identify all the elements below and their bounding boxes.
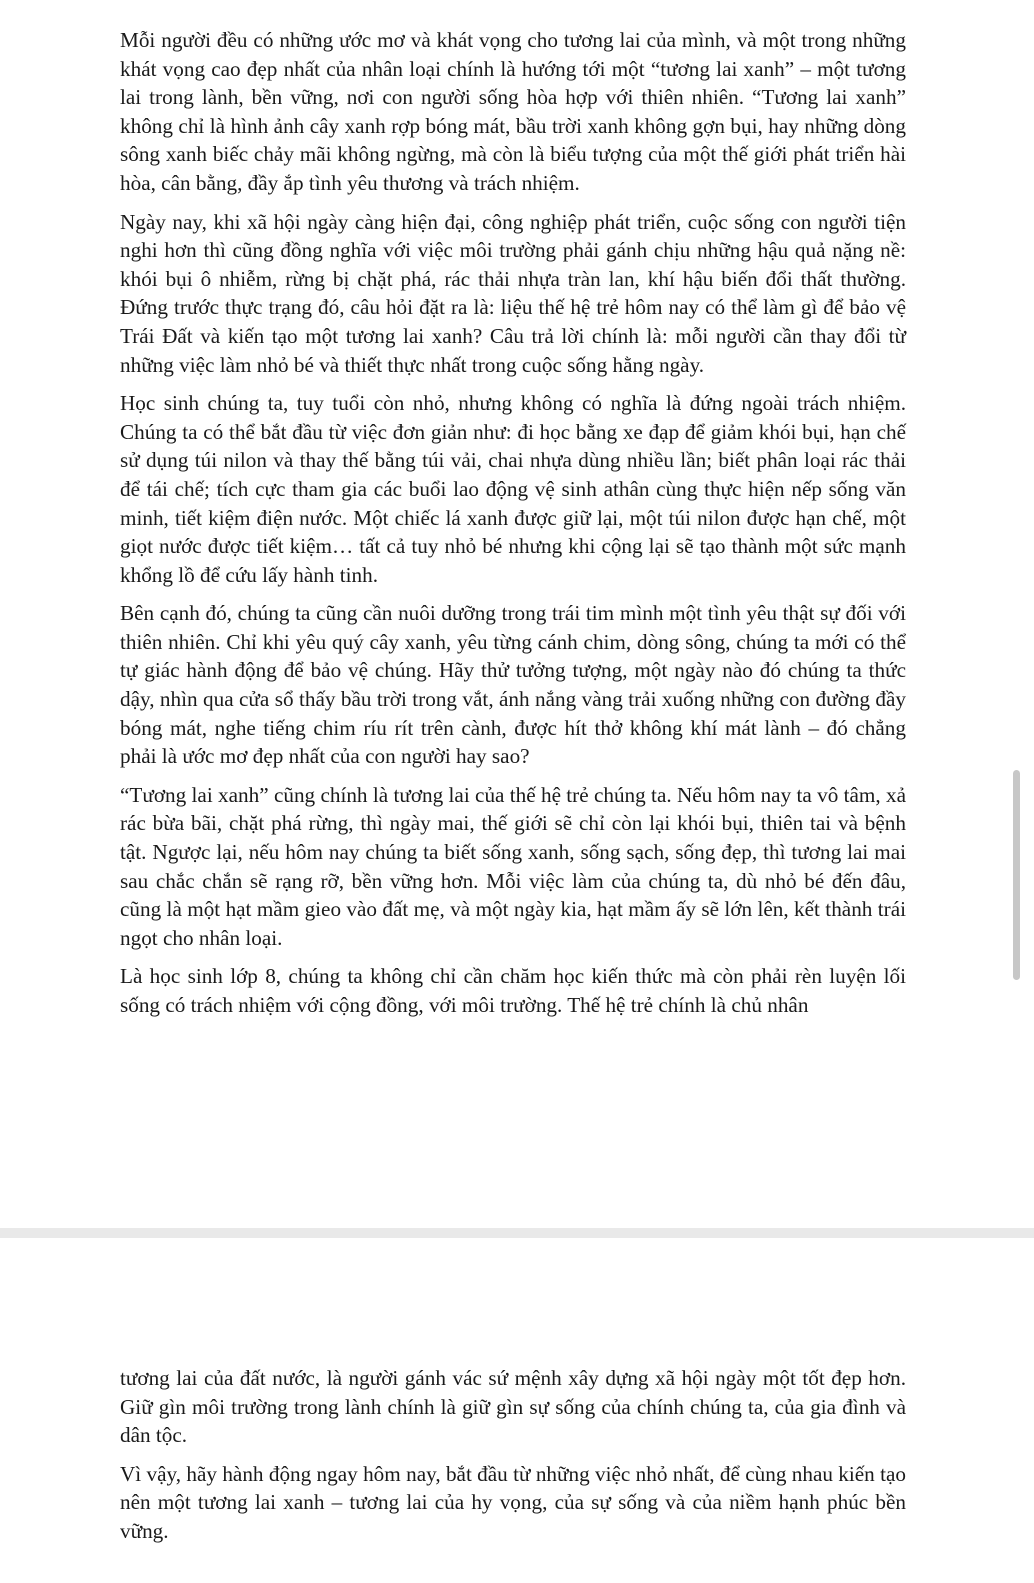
page-1-text bbox=[120, 26, 906, 1030]
paragraph: Học sinh chúng ta, tuy tuổi còn nhỏ, nhưng không có nghĩa là đứng ngoài trách nhiệm. Chúng ta có thể bắt đầu từ việc đơn giản như: đi học bằng xe đạp để giảm khói bụi, hạn chế sử dụng túi nilon và thay thế bằng túi vải, chai nhựa dùng nhiều lần; biết phân loại rác thải để tái chế; tích cực tham gia các buổi lao động vệ sinh athân cùng thực hiện nếp sống văn minh, tiết kiệm điện nước. Một chiếc lá xanh được giữ lại, một túi nilon được hạn chế, một giọt nước được tiết kiệm… tất cả tuy nhỏ bé nhưng khi cộng lại sẽ tạo thành một sức mạnh khổng lồ để cứu lấy hành tinh. bbox=[120, 391, 906, 587]
paragraph: “Tương lai xanh” cũng chính là tương lai của thế hệ trẻ chúng ta. Nếu hôm nay ta vô tâm, xả rác bừa bãi, chặt phá rừng, thì ngày mai, thế giới sẽ chỉ còn lại khói bụi, thiên tai và bệnh tật. Ngược lại, nếu hôm nay chúng ta biết sống xanh, sống sạch, sống đẹp, thì tương lai mai sau chắc chắn sẽ rạng rỡ, bền vững hơn. Mỗi việc làm của chúng ta, dù nhỏ bé đến đâu, cũng là một hạt mầm gieo vào đất mẹ, và một ngày kia, hạt mầm ấy sẽ lớn lên, kết thành trái ngọt cho nhân loại. bbox=[120, 782, 906, 950]
paragraph: Mỗi người đều có những ước mơ và khát vọng cho tương lai của mình, và một trong những khát vọng cao đẹp nhất của nhân loại chính là hướng tới một “tương lai xanh” – một tương lai trong lành, bền vững, nơi con người sống hòa hợp với thiên nhiên. “Tương lai xanh” không chỉ là hình ảnh cây xanh rợp bóng mát, bầu trời xanh không gợn bụi, hay những dòng sông xanh biếc chảy mãi không ngừng, mà còn là biểu tượng của một thế giới phát triển hài hòa, cân bằng, đầy ắp tình yêu thương và trách nhiệm. bbox=[120, 28, 906, 195]
paragraph: tương lai của đất nước, là người gánh vác sứ mệnh xây dựng xã hội ngày một tốt đẹp hơn. Giữ gìn môi trường trong lành chính là giữ gìn sự sống của chính chúng ta, của gia đình và dân tộc. bbox=[120, 1366, 906, 1448]
paragraph: Bên cạnh đó, chúng ta cũng cần nuôi dưỡng trong trái tim mình một tình yêu thật sự đối với thiên nhiên. Chỉ khi yêu quý cây xanh, yêu từng cánh chim, dòng sông, chúng ta mới có thể tự giác hành động để bảo vệ chúng. Hãy thử tưởng tượng, một ngày nào đó chúng ta thức dậy, nhìn qua cửa sổ thấy bầu trời trong vắt, ánh nắng vàng trải xuống những con đường đầy bóng mát, nghe tiếng chim ríu rít trên cành, được hít thở không khí mát lành – đó chẳng phải là ước mơ đẹp nhất của con người hay sao? bbox=[120, 601, 906, 769]
paragraph: Là học sinh lớp 8, chúng ta không chỉ cần chăm học kiến thức mà còn phải rèn luyện lối sống có trách nhiệm với cộng đồng, với môi trường. Thế hệ trẻ chính là chủ nhân bbox=[120, 964, 906, 1017]
paragraph: Ngày nay, khi xã hội ngày càng hiện đại, công nghiệp phát triển, cuộc sống con người tiện nghi hơn thì cũng đồng nghĩa với việc môi trường phải gánh chịu những hậu quả nặng nề: khói bụi ô nhiễm, rừng bị chặt phá, rác thải nhựa tràn lan, khí hậu biến đổi thất thường. Đứng trước thực trạng đó, câu hỏi đặt ra là: liệu thế hệ trẻ hôm nay có thể làm gì để bảo vệ Trái Đất và kiến tạo một tương lai xanh? Câu trả lời chính là: mỗi người cần thay đổi từ những việc làm nhỏ bé và thiết thực nhất trong cuộc sống hằng ngày. bbox=[120, 209, 906, 377]
paragraph: Vì vậy, hãy hành động ngay hôm nay, bắt đầu từ những việc nhỏ nhất, để cùng nhau kiến tạo nên một tương lai xanh – tương lai của hy vọng, của sự sống và của niềm hạnh phúc bền vững. bbox=[120, 1461, 906, 1543]
page-2-text bbox=[120, 1364, 906, 1556]
page-separator bbox=[0, 1228, 1034, 1238]
vertical-scrollbar[interactable] bbox=[1013, 770, 1020, 980]
document-page-2 bbox=[0, 1238, 1034, 1583]
